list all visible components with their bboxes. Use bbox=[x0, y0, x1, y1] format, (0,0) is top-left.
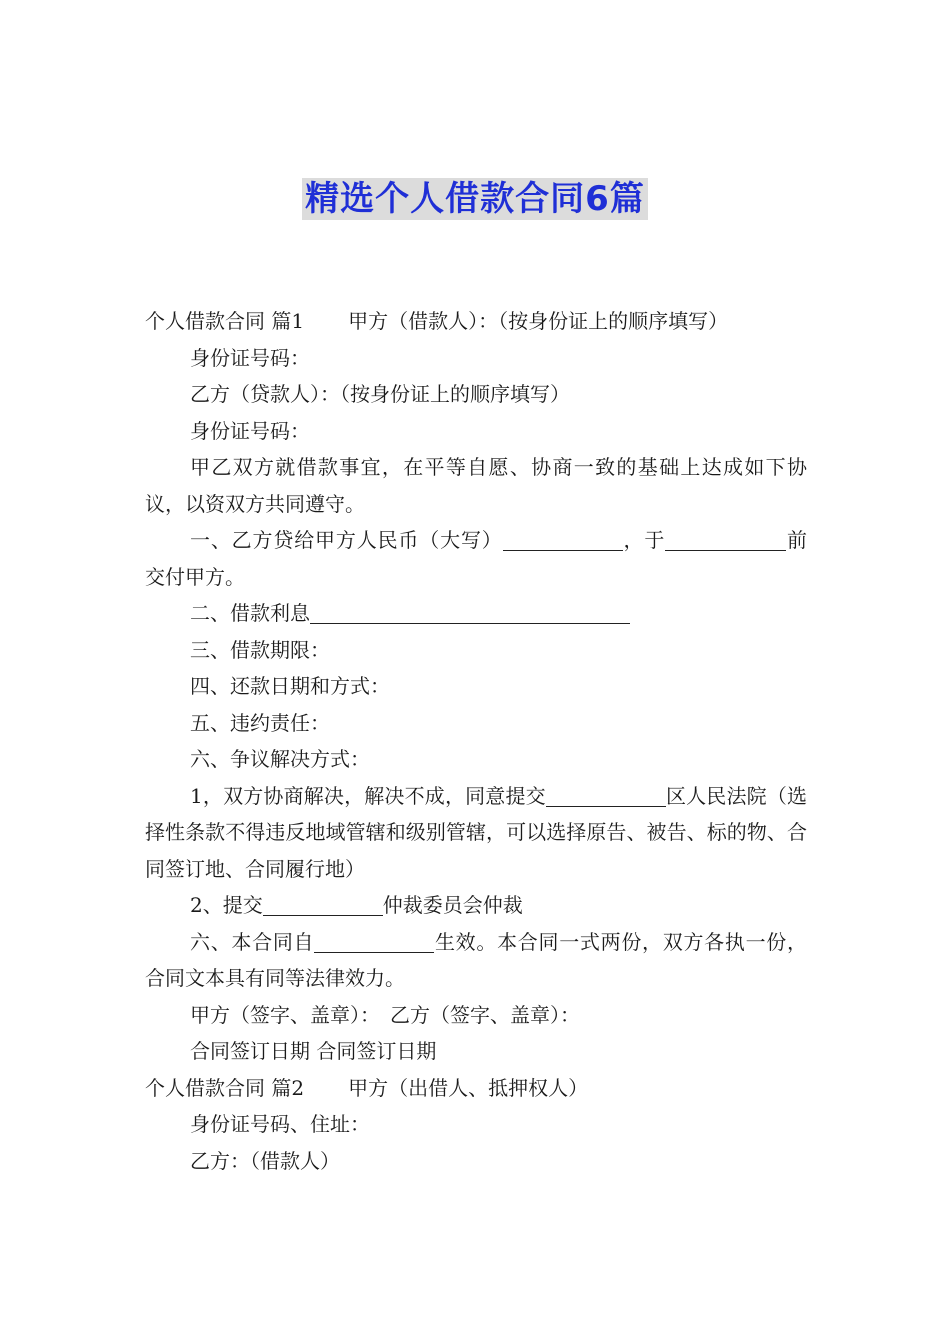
section1-id-b: 身份证号码： bbox=[190, 418, 310, 443]
clause-2-text: 二、借款利息 bbox=[190, 601, 310, 625]
section2-header-line bbox=[145, 1070, 807, 1107]
interest-blank bbox=[310, 599, 630, 624]
effective-date-blank bbox=[314, 928, 434, 953]
section2-party-a: 甲方（出借人、抵押权人） bbox=[348, 1075, 589, 1100]
section1-heading: 个人借款合同 篇1 bbox=[145, 309, 305, 333]
section2-party-b: 乙方：（借款人） bbox=[190, 1148, 340, 1173]
clause-1-text-c: 前交付甲方。 bbox=[145, 528, 808, 589]
clause-3: 三、借款期限： bbox=[190, 637, 330, 662]
section1-party-b: 乙方（贷款人）：（按身份证上的顺序填写） bbox=[190, 382, 570, 406]
clause-effective-text-b: 生效。本合同一式两份，双方各执一份，合同文本具有同等法律效力。 bbox=[145, 929, 807, 990]
clause-1 bbox=[145, 522, 807, 595]
dispute-2-text-a: 2、提交 bbox=[190, 893, 263, 917]
signing-date-line: 合同签订日期 合同签订日期 bbox=[190, 1039, 437, 1063]
section1-intro: 甲乙双方就借款事宜，在平等自愿、协商一致的基础上达成如下协议，以资双方共同遵守。 bbox=[145, 455, 807, 516]
clause-effective bbox=[145, 924, 807, 997]
date-blank-continued bbox=[777, 526, 786, 551]
signature-line: 甲方（签字、盖章）： 乙方（签字、盖章）： bbox=[190, 1002, 580, 1027]
dispute-1-text-b: 区人民法院（选择性条款不得违反地域管辖和级别管辖，可以选择原告、被告、标的物、合同签订地、合同履行地） bbox=[145, 783, 807, 881]
document-body bbox=[145, 303, 807, 1179]
clause-6: 六、争议解决方式： bbox=[190, 747, 370, 771]
clause-1-text-b: ，于 bbox=[622, 528, 666, 552]
date-blank bbox=[665, 526, 777, 551]
amount-blank bbox=[503, 526, 623, 551]
clause-effective-text-a: 六、本合同自 bbox=[190, 929, 315, 954]
dispute-2-text-b: 仲裁委员会仲裁 bbox=[382, 893, 523, 917]
clause-1-text-a: 一、乙方贷给甲方人民币（大写） bbox=[190, 528, 503, 552]
section1-party-a: 甲方（借款人）：（按身份证上的顺序填写） bbox=[348, 309, 729, 333]
section2-id-address: 身份证号码、住址： bbox=[190, 1112, 370, 1136]
section2-heading: 个人借款合同 篇2 bbox=[145, 1075, 305, 1100]
dispute-option-1 bbox=[145, 778, 807, 888]
dispute-1-text-a: 1，双方协商解决，解决不成，同意提交 bbox=[190, 783, 546, 808]
clause-5: 五、违约责任： bbox=[190, 710, 330, 735]
court-blank bbox=[546, 782, 666, 807]
arbitration-blank bbox=[263, 891, 383, 916]
clause-4: 四、还款日期和方式： bbox=[190, 674, 390, 698]
section1-id-a: 身份证号码： bbox=[190, 345, 310, 370]
section1-header-line bbox=[145, 303, 807, 340]
document-title bbox=[0, 178, 950, 220]
document-title-text: 精选个人借款合同6篇 bbox=[302, 178, 648, 220]
clause-2 bbox=[145, 595, 807, 632]
dispute-option-2 bbox=[145, 887, 807, 924]
